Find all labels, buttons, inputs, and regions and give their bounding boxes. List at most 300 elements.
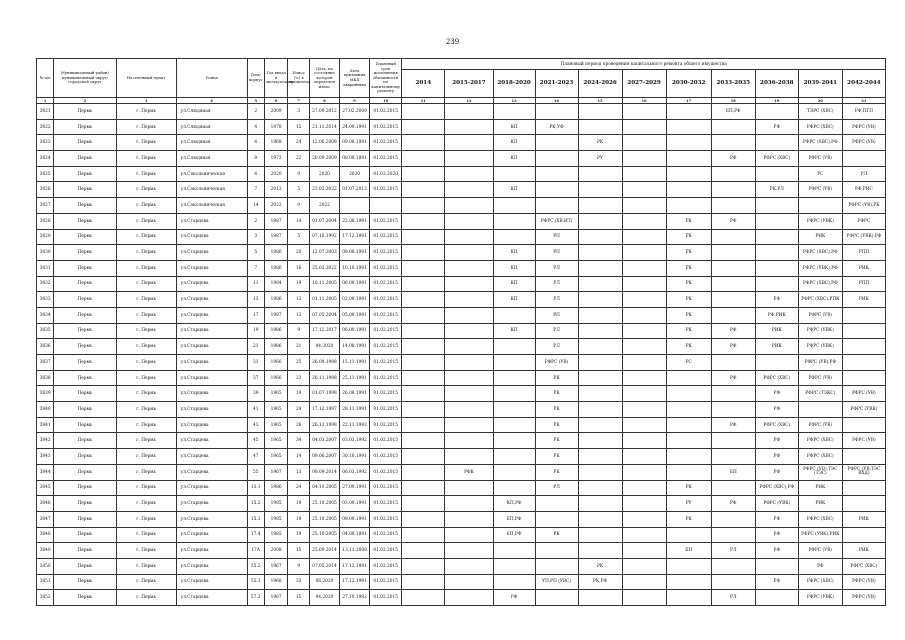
cell-year-built: 1965 bbox=[264, 449, 288, 465]
table-row bbox=[37, 166, 886, 182]
cell-period-10 bbox=[842, 151, 885, 167]
cell-wear: 19 bbox=[288, 496, 309, 512]
cell-period-2 bbox=[493, 402, 535, 418]
header-wear: Износ (%) в процентах bbox=[288, 59, 309, 98]
cell-period-10 bbox=[842, 449, 885, 465]
cell-period-8 bbox=[755, 558, 798, 574]
cell-period-5 bbox=[622, 558, 666, 574]
table-row bbox=[37, 511, 886, 527]
cell-num: 3834 bbox=[37, 307, 54, 323]
cell-period-3 bbox=[535, 104, 578, 120]
cell-period-1 bbox=[445, 449, 493, 465]
cell-period-1 bbox=[445, 402, 493, 418]
cell-recognition-date: 27.09.1991 bbox=[340, 480, 370, 496]
cell-wear: 19 bbox=[288, 276, 309, 292]
cell-period-6 bbox=[666, 402, 711, 418]
cell-period-7 bbox=[711, 229, 755, 245]
cell-state-date: 07.05.2014 bbox=[309, 558, 339, 574]
cell-period-10: РИК bbox=[842, 543, 885, 559]
cell-period-7 bbox=[711, 166, 755, 182]
column-number: 11 bbox=[402, 98, 445, 104]
cell-num: 3836 bbox=[37, 339, 54, 355]
cell-period-1 bbox=[445, 260, 493, 276]
cell-period-8: РФ bbox=[755, 543, 798, 559]
table-row bbox=[37, 402, 886, 418]
cell-period-6: РС bbox=[666, 355, 711, 371]
cell-state-date: 25.10.2005 bbox=[309, 527, 339, 543]
cell-street: ул.Старцева bbox=[176, 480, 247, 496]
cell-period-2 bbox=[493, 464, 535, 480]
cell-wear: 25 bbox=[288, 355, 309, 371]
cell-period-8 bbox=[755, 229, 798, 245]
cell-house: 7 bbox=[247, 182, 264, 198]
cell-period-9: РФРС (УВ) bbox=[798, 417, 842, 433]
cell-locality: г. Пермь bbox=[116, 543, 176, 559]
cell-period-8: РК,РЛ bbox=[755, 182, 798, 198]
cell-period-5 bbox=[622, 135, 666, 151]
cell-period-3: РП bbox=[535, 229, 578, 245]
cell-period-6 bbox=[666, 574, 711, 590]
cell-municipality: Пермь bbox=[54, 119, 116, 135]
cell-period-7 bbox=[711, 307, 755, 323]
cell-deadline: 01.02.2015 bbox=[370, 213, 402, 229]
cell-period-1 bbox=[445, 417, 493, 433]
cell-year-built: 1972 bbox=[264, 151, 288, 167]
cell-num: 3849 bbox=[37, 543, 54, 559]
cell-period-5 bbox=[622, 182, 666, 198]
cell-period-8 bbox=[755, 590, 798, 606]
cell-street: ул.Старцева bbox=[176, 464, 247, 480]
header-year: 2024-2026 bbox=[578, 70, 622, 98]
cell-period-4 bbox=[578, 386, 622, 402]
cell-period-4 bbox=[578, 464, 622, 480]
cell-period-3: РК bbox=[535, 449, 578, 465]
table-row bbox=[37, 119, 886, 135]
table-row bbox=[37, 464, 886, 480]
cell-locality: г. Пермь bbox=[116, 151, 176, 167]
cell-period-1 bbox=[445, 276, 493, 292]
cell-period-10: РПП bbox=[842, 276, 885, 292]
cell-period-10: РФРС (УВ) bbox=[842, 386, 885, 402]
cell-recognition-date: 06.09.1991 bbox=[340, 323, 370, 339]
cell-house: 43 bbox=[247, 417, 264, 433]
cell-locality: г. Пермь bbox=[116, 480, 176, 496]
cell-period-6: РК bbox=[666, 511, 711, 527]
cell-period-0 bbox=[402, 213, 445, 229]
cell-period-5 bbox=[622, 433, 666, 449]
cell-municipality: Пермь bbox=[54, 527, 116, 543]
cell-num: 3846 bbox=[37, 496, 54, 512]
cell-recognition-date: 05.09.1991 bbox=[340, 307, 370, 323]
cell-period-5 bbox=[622, 323, 666, 339]
cell-num: 3839 bbox=[37, 386, 54, 402]
cell-period-7 bbox=[711, 182, 755, 198]
cell-street: ул.Слюдяная bbox=[176, 104, 247, 120]
cell-period-3: РК bbox=[535, 433, 578, 449]
table-row bbox=[37, 417, 886, 433]
cell-locality: г. Пермь bbox=[116, 119, 176, 135]
header-house: Дом/корпус bbox=[247, 59, 264, 98]
page-number: 239 bbox=[445, 38, 460, 46]
cell-period-9: ТЭРС (ХВС) bbox=[798, 104, 842, 120]
cell-period-7 bbox=[711, 276, 755, 292]
cell-street: ул.Слюдяная bbox=[176, 119, 247, 135]
cell-period-2 bbox=[493, 558, 535, 574]
cell-state-date: 25.09.2014 bbox=[309, 543, 339, 559]
cell-house: 5 bbox=[247, 245, 264, 261]
cell-period-3 bbox=[535, 558, 578, 574]
column-number: 3 bbox=[116, 98, 176, 104]
cell-house: 55.3 bbox=[247, 574, 264, 590]
cell-period-9: РИК bbox=[798, 480, 842, 496]
cell-period-6: РК bbox=[666, 292, 711, 308]
table-row bbox=[37, 198, 886, 214]
cell-period-0 bbox=[402, 198, 445, 214]
cell-year-built: 1967 bbox=[264, 464, 288, 480]
cell-deadline: 01.02.2015 bbox=[370, 292, 402, 308]
cell-municipality: Пермь bbox=[54, 104, 116, 120]
cell-street: ул.Старцева bbox=[176, 260, 247, 276]
cell-period-4 bbox=[578, 260, 622, 276]
cell-period-9: РФРС (ТЭКС) bbox=[798, 386, 842, 402]
cell-period-7: РФ bbox=[711, 496, 755, 512]
cell-year-built: 1986 bbox=[264, 260, 288, 276]
cell-period-6 bbox=[666, 104, 711, 120]
cell-period-7 bbox=[711, 402, 755, 418]
cell-period-5 bbox=[622, 198, 666, 214]
cell-deadline: 01.02.2015 bbox=[370, 480, 402, 496]
cell-house: 31 bbox=[247, 355, 264, 371]
cell-wear: 24 bbox=[288, 402, 309, 418]
cell-period-10: РФРС bbox=[842, 213, 885, 229]
cell-house: 41 bbox=[247, 402, 264, 418]
cell-locality: г. Пермь bbox=[116, 496, 176, 512]
cell-period-3: РЛ bbox=[535, 339, 578, 355]
cell-period-5 bbox=[622, 307, 666, 323]
cell-period-9: РФРС (УВ),ТЭС (ТЭС) bbox=[798, 464, 842, 480]
cell-house: 37 bbox=[247, 370, 264, 386]
cell-locality: г. Пермь bbox=[116, 417, 176, 433]
cell-period-6: РУ bbox=[666, 496, 711, 512]
cell-state-date: 12.06.2008 bbox=[309, 135, 339, 151]
table-row bbox=[37, 590, 886, 606]
cell-period-6 bbox=[666, 166, 711, 182]
cell-period-10 bbox=[842, 527, 885, 543]
cell-period-0 bbox=[402, 135, 445, 151]
table-row bbox=[37, 339, 886, 355]
cell-deadline: 01.02.2015 bbox=[370, 135, 402, 151]
cell-period-2: КП bbox=[493, 135, 535, 151]
cell-period-5 bbox=[622, 104, 666, 120]
cell-period-0 bbox=[402, 496, 445, 512]
cell-period-1 bbox=[445, 558, 493, 574]
cell-period-10 bbox=[842, 417, 885, 433]
cell-recognition-date: 25.11.1991 bbox=[340, 370, 370, 386]
cell-period-6: РК bbox=[666, 260, 711, 276]
cell-period-6 bbox=[666, 417, 711, 433]
cell-period-6: РК bbox=[666, 229, 711, 245]
cell-period-10: РФРС (УВ,ТЭС ВХД) bbox=[842, 464, 885, 480]
cell-period-6 bbox=[666, 449, 711, 465]
cell-recognition-date: 03.09.1991 bbox=[340, 496, 370, 512]
cell-period-10: РФРС (УВ) bbox=[842, 135, 885, 151]
cell-num: 3847 bbox=[37, 511, 54, 527]
cell-period-6: РК bbox=[666, 307, 711, 323]
table-row bbox=[37, 135, 886, 151]
cell-period-8 bbox=[755, 135, 798, 151]
cell-wear: 33 bbox=[288, 574, 309, 590]
cell-wear: 23 bbox=[288, 370, 309, 386]
cell-locality: г. Пермь bbox=[116, 355, 176, 371]
cell-period-10: РФ,РИС bbox=[842, 182, 885, 198]
table-row bbox=[37, 213, 886, 229]
cell-year-built: 1986 bbox=[264, 292, 288, 308]
cell-municipality: Пермь bbox=[54, 590, 116, 606]
cell-period-10: РИК bbox=[842, 260, 885, 276]
cell-period-9 bbox=[798, 402, 842, 418]
cell-year-built: 1986 bbox=[264, 480, 288, 496]
cell-num: 3840 bbox=[37, 402, 54, 418]
cell-period-2: КП bbox=[493, 182, 535, 198]
cell-period-0 bbox=[402, 292, 445, 308]
cell-num: 3837 bbox=[37, 355, 54, 371]
cell-period-0 bbox=[402, 339, 445, 355]
cell-period-5 bbox=[622, 370, 666, 386]
cell-wear: 0 bbox=[288, 198, 309, 214]
cell-house: 17А bbox=[247, 543, 264, 559]
cell-num: 3843 bbox=[37, 449, 54, 465]
cell-period-5 bbox=[622, 151, 666, 167]
column-number: 17 bbox=[666, 98, 711, 104]
cell-period-7: РФ bbox=[711, 370, 755, 386]
cell-deadline: 01.02.2015 bbox=[370, 558, 402, 574]
cell-period-4 bbox=[578, 323, 622, 339]
cell-street: ул.Старцева bbox=[176, 229, 247, 245]
cell-num: 3850 bbox=[37, 558, 54, 574]
cell-period-6 bbox=[666, 433, 711, 449]
cell-period-6 bbox=[666, 590, 711, 606]
cell-period-4: РК,РФ bbox=[578, 574, 622, 590]
capital-repair-table bbox=[36, 58, 886, 606]
cell-recognition-date: 01.07.2013 bbox=[340, 182, 370, 198]
cell-year-built: 2020 bbox=[264, 166, 288, 182]
cell-period-3: РЛ bbox=[535, 276, 578, 292]
cell-house: 15.3 bbox=[247, 511, 264, 527]
cell-recognition-date: 17.12.1991 bbox=[340, 229, 370, 245]
cell-state-date: 25.02.2022 bbox=[309, 260, 339, 276]
column-number: 12 bbox=[445, 98, 493, 104]
cell-wear: 14 bbox=[288, 213, 309, 229]
cell-period-4 bbox=[578, 417, 622, 433]
cell-num: 3838 bbox=[37, 370, 54, 386]
cell-locality: г. Пермь bbox=[116, 245, 176, 261]
cell-municipality: Пермь bbox=[54, 182, 116, 198]
cell-period-10 bbox=[842, 370, 885, 386]
cell-recognition-date: 22.11.1992 bbox=[340, 417, 370, 433]
cell-house: 45 bbox=[247, 433, 264, 449]
cell-year-built: 1965 bbox=[264, 386, 288, 402]
cell-period-9: РФРС (ХВС),РФ bbox=[798, 135, 842, 151]
cell-period-0 bbox=[402, 402, 445, 418]
cell-period-4 bbox=[578, 213, 622, 229]
cell-deadline: 01.02.2015 bbox=[370, 323, 402, 339]
cell-house: 6 bbox=[247, 166, 264, 182]
cell-wear: 0 bbox=[288, 166, 309, 182]
cell-period-3: РК,УФ bbox=[535, 119, 578, 135]
cell-period-3 bbox=[535, 166, 578, 182]
cell-period-0 bbox=[402, 370, 445, 386]
cell-period-7: РФ bbox=[711, 213, 755, 229]
cell-locality: г. Пермь bbox=[116, 104, 176, 120]
cell-period-5 bbox=[622, 496, 666, 512]
cell-period-6 bbox=[666, 151, 711, 167]
cell-period-8: РИК bbox=[755, 323, 798, 339]
cell-deadline: 01.02.2015 bbox=[370, 402, 402, 418]
cell-recognition-date: 06.09.1991 bbox=[340, 276, 370, 292]
cell-period-0 bbox=[402, 119, 445, 135]
cell-street: ул.Старцева bbox=[176, 558, 247, 574]
cell-period-7 bbox=[711, 355, 755, 371]
column-number: 1 bbox=[37, 98, 54, 104]
cell-period-3: РК bbox=[535, 417, 578, 433]
column-number: 19 bbox=[755, 98, 798, 104]
cell-num: 3832 bbox=[37, 276, 54, 292]
cell-street: ул.Сокольническая bbox=[176, 166, 247, 182]
cell-street: ул.Старцева bbox=[176, 449, 247, 465]
cell-period-9: РИК bbox=[798, 496, 842, 512]
cell-street: ул.Старцева bbox=[176, 292, 247, 308]
cell-state-date: 20.09.2009 bbox=[309, 151, 339, 167]
cell-municipality: Пермь bbox=[54, 543, 116, 559]
cell-street: ул.Старцева bbox=[176, 543, 247, 559]
cell-period-10: РЛ bbox=[842, 166, 885, 182]
cell-house: 17.4 bbox=[247, 527, 264, 543]
cell-locality: г. Пермь bbox=[116, 213, 176, 229]
column-number: 13 bbox=[493, 98, 535, 104]
cell-deadline: 01.02.2015 bbox=[370, 590, 402, 606]
cell-state-date: 2020 bbox=[309, 166, 339, 182]
cell-period-1 bbox=[445, 527, 493, 543]
cell-period-10: РИК bbox=[842, 292, 885, 308]
table-row bbox=[37, 558, 886, 574]
cell-num: 3821 bbox=[37, 104, 54, 120]
cell-year-built: 2022 bbox=[264, 198, 288, 214]
cell-deadline: 01.02.2015 bbox=[370, 370, 402, 386]
cell-period-6: РК bbox=[666, 213, 711, 229]
cell-period-2 bbox=[493, 449, 535, 465]
cell-wear: 12 bbox=[288, 307, 309, 323]
cell-period-1 bbox=[445, 386, 493, 402]
cell-recognition-date: 03.03.1992 bbox=[340, 433, 370, 449]
cell-period-0 bbox=[402, 511, 445, 527]
cell-recognition-date: 08.09.1991 bbox=[340, 511, 370, 527]
cell-period-2 bbox=[493, 480, 535, 496]
cell-house: 21 bbox=[247, 339, 264, 355]
cell-state-date: 01.07.2004 bbox=[309, 213, 339, 229]
cell-state-date: 12.07.2003 bbox=[309, 245, 339, 261]
cell-deadline: 01.02.2015 bbox=[370, 449, 402, 465]
cell-period-1 bbox=[445, 135, 493, 151]
cell-period-4 bbox=[578, 433, 622, 449]
cell-recognition-date: 08.09.1991 bbox=[340, 151, 370, 167]
cell-period-6: РК bbox=[666, 480, 711, 496]
cell-period-2: КП bbox=[493, 245, 535, 261]
cell-house: 47 bbox=[247, 449, 264, 465]
cell-period-4 bbox=[578, 527, 622, 543]
cell-period-3: УП,РП (УВС) bbox=[535, 574, 578, 590]
cell-locality: г. Пермь bbox=[116, 182, 176, 198]
cell-period-7: РФ bbox=[711, 417, 755, 433]
header-year: 2033-2035 bbox=[711, 70, 755, 98]
cell-locality: г. Пермь bbox=[116, 292, 176, 308]
cell-period-3: РП bbox=[535, 307, 578, 323]
header-num: № п/п bbox=[37, 59, 54, 98]
cell-recognition-date: 04.09.1991 bbox=[340, 527, 370, 543]
cell-num: 3845 bbox=[37, 480, 54, 496]
cell-locality: г. Пермь bbox=[116, 198, 176, 214]
cell-street: ул.Старцева bbox=[176, 245, 247, 261]
cell-num: 3835 bbox=[37, 323, 54, 339]
cell-municipality: Пермь bbox=[54, 245, 116, 261]
table-row bbox=[37, 543, 886, 559]
cell-year-built: 1965 bbox=[264, 402, 288, 418]
cell-period-10: РПП bbox=[842, 245, 885, 261]
cell-house: 55 bbox=[247, 464, 264, 480]
table-row bbox=[37, 527, 886, 543]
cell-state-date: 17.12.1997 bbox=[309, 402, 339, 418]
cell-street: ул.Старцева bbox=[176, 511, 247, 527]
cell-period-9: РФРС (УВК) bbox=[798, 323, 842, 339]
cell-year-built: 1986 bbox=[264, 339, 288, 355]
cell-deadline: 01.02.2015 bbox=[370, 417, 402, 433]
cell-period-6 bbox=[666, 558, 711, 574]
cell-year-built: 2009 bbox=[264, 104, 288, 120]
cell-street: ул.Старцева bbox=[176, 339, 247, 355]
column-number: 20 bbox=[798, 98, 842, 104]
cell-period-1 bbox=[445, 496, 493, 512]
cell-wear: 19 bbox=[288, 511, 309, 527]
cell-wear: 15 bbox=[288, 543, 309, 559]
cell-period-3 bbox=[535, 182, 578, 198]
cell-period-2 bbox=[493, 543, 535, 559]
cell-period-5 bbox=[622, 386, 666, 402]
cell-state-date: 04.2020 bbox=[309, 590, 339, 606]
cell-wear: 16 bbox=[288, 260, 309, 276]
cell-period-5 bbox=[622, 590, 666, 606]
cell-period-6 bbox=[666, 370, 711, 386]
cell-num: 3844 bbox=[37, 464, 54, 480]
cell-period-8: РФ bbox=[755, 574, 798, 590]
cell-period-5 bbox=[622, 527, 666, 543]
cell-deadline: 01.02.2015 bbox=[370, 511, 402, 527]
cell-period-1 bbox=[445, 574, 493, 590]
cell-year-built: 1966 bbox=[264, 370, 288, 386]
cell-year-built: 1965 bbox=[264, 433, 288, 449]
cell-period-4 bbox=[578, 449, 622, 465]
cell-street: ул.Старцева bbox=[176, 527, 247, 543]
cell-municipality: Пермь bbox=[54, 480, 116, 496]
cell-state-date: 10.11.2005 bbox=[309, 276, 339, 292]
cell-period-2: РФ bbox=[493, 590, 535, 606]
cell-year-built: 1987 bbox=[264, 229, 288, 245]
cell-municipality: Пермь bbox=[54, 355, 116, 371]
cell-period-4 bbox=[578, 198, 622, 214]
cell-period-1 bbox=[445, 511, 493, 527]
cell-period-10: РФРС (УВК) bbox=[842, 402, 885, 418]
header-year-built: Год ввода в эксплуатацию bbox=[264, 59, 288, 98]
cell-period-10 bbox=[842, 496, 885, 512]
cell-period-4 bbox=[578, 307, 622, 323]
